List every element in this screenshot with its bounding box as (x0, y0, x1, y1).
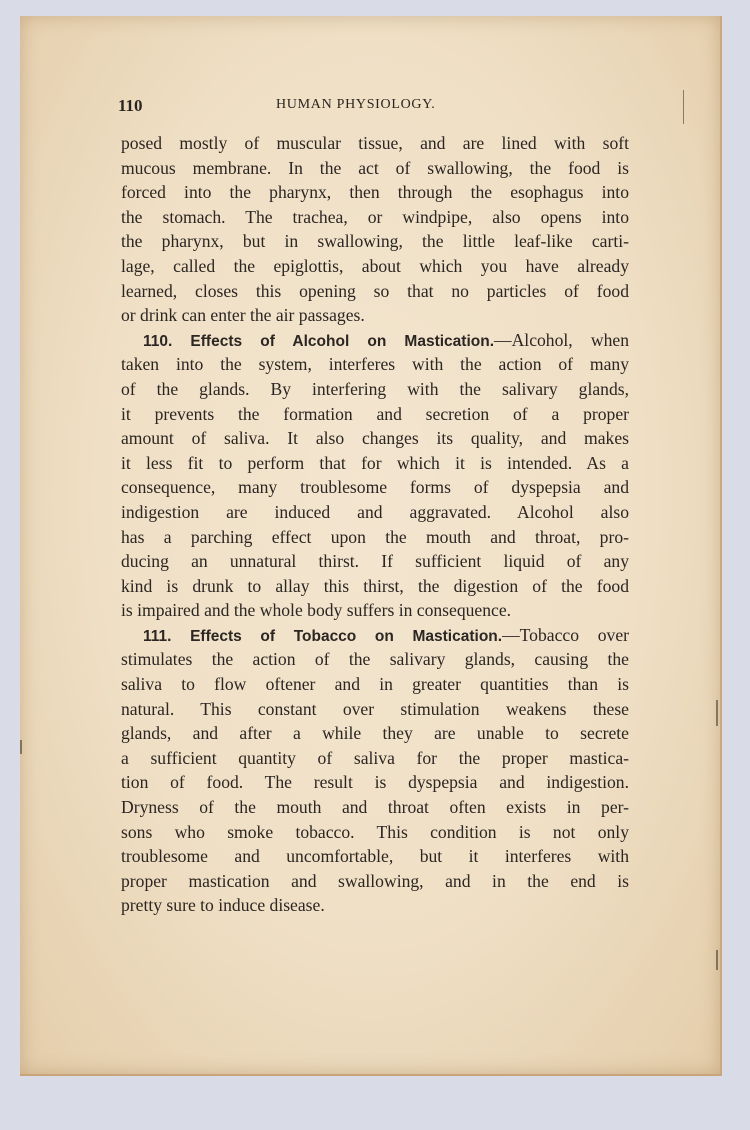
text-line: consequence, many troublesome forms of dyspepsia and (121, 477, 629, 498)
scan-mark (716, 700, 718, 726)
text-line: troublesome and uncomfortable, but it interferes with (121, 846, 629, 867)
text-line: amount of saliva. It also changes its quality, and makes (121, 428, 629, 449)
section-111-heading: 111. Effects of Tobacco on Mastication. (143, 627, 503, 645)
section-110-lead: —Alcohol, when (494, 329, 629, 350)
scan-mark (20, 740, 22, 754)
text-line: it prevents the formation and secretion of a proper (121, 403, 629, 424)
text-line: kind is drunk to allay this thirst, the digestion of the food (121, 575, 629, 596)
text-line: or drink can enter the air passages. (121, 305, 365, 326)
body-text (121, 131, 629, 918)
section-111-first-line (121, 623, 629, 648)
section-111-lead: —Tobacco over (502, 624, 629, 645)
text-line: mucous membrane. In the act of swallowing, the food is (121, 157, 629, 178)
text-line: proper mastication and swallowing, and in the end is (121, 870, 629, 891)
page-header (98, 96, 628, 116)
text-line: the stomach. The trachea, or windpipe, also opens into (121, 206, 629, 227)
section-110-first-line (121, 328, 629, 353)
text-line: saliva to flow oftener and in greater quantities than is (121, 674, 629, 695)
text-line: glands, and after a while they are unable to secrete (121, 723, 629, 744)
text-line: a sufficient quantity of saliva for the proper mastica- (121, 747, 629, 768)
text-line: stimulates the action of the salivary glands, causing the (121, 649, 629, 670)
text-line: learned, closes this opening so that no particles of food (121, 280, 629, 301)
running-head: HUMAN PHYSIOLOGY. (276, 97, 436, 112)
text-line: Dryness of the mouth and throat often exists in per- (121, 797, 629, 818)
text-line: indigestion are induced and aggravated. Alcohol also (121, 501, 629, 522)
scan-mark (716, 950, 718, 970)
text-line: taken into the system, interferes with the action of many (121, 354, 629, 375)
text-line: ducing an unnatural thirst. If sufficient liquid of any (121, 551, 629, 572)
text-line: pretty sure to induce disease. (121, 895, 325, 916)
text-line: tion of food. The result is dyspepsia and indigestion. (121, 772, 629, 793)
section-110-heading: 110. Effects of Alcohol on Mastication. (143, 332, 494, 350)
text-line: lage, called the epiglottis, about which you have already (121, 255, 629, 276)
text-line: sons who smoke tobacco. This condition is not only (121, 821, 629, 842)
text-line: it less fit to perform that for which it is intended. As a (121, 452, 629, 473)
text-line: the pharynx, but in swallowing, the little leaf-like carti- (121, 231, 629, 252)
page-number: 110 (118, 96, 143, 115)
text-line: posed mostly of muscular tissue, and are lined with soft (121, 133, 629, 153)
text-line: is impaired and the whole body suffers in consequence. (121, 600, 512, 621)
scan-mark (683, 90, 684, 124)
text-line: of the glands. By interfering with the salivary glands, (121, 378, 629, 399)
text-line: natural. This constant over stimulation weakens these (121, 698, 629, 719)
text-line: forced into the pharynx, then through the esophagus into (121, 182, 629, 203)
text-line: has a parching effect upon the mouth and throat, pro- (121, 526, 629, 547)
